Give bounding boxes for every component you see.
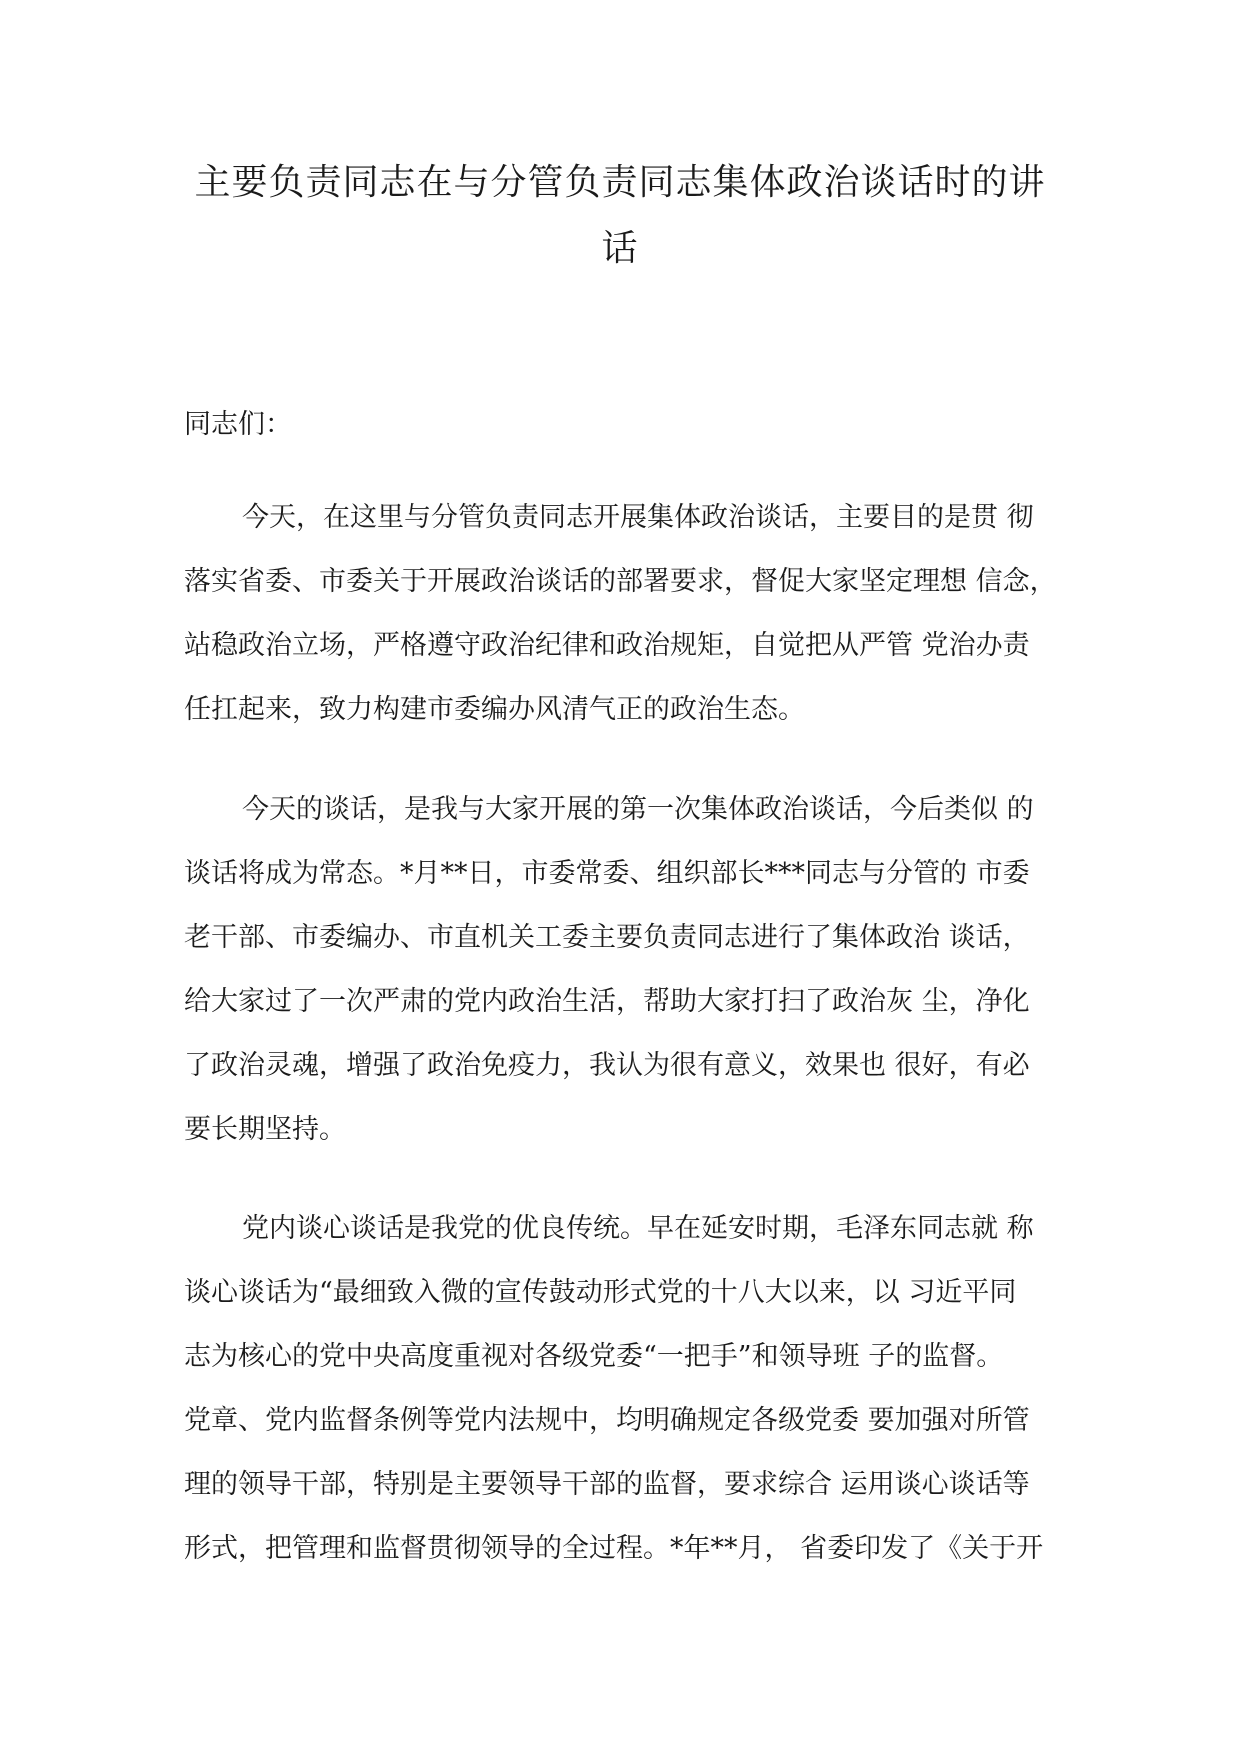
text-line: 老干部、市委编办、市直机关工委主要负责同志进行了集体政治 谈话，	[184, 922, 1030, 953]
title-line: 主要负责同志在与分管负责同志集体政治谈话时的讲	[194, 162, 1046, 203]
text-line: 了政治灵魂，增强了政治免疫力，我认为很有意义，效果也 很好，有必	[184, 1050, 1030, 1081]
text-line: 落实省委、市委关于开展政治谈话的部署要求，督促大家坚定理想 信念，	[184, 566, 1057, 597]
text-line: 要长期坚持。	[184, 1114, 346, 1145]
salutation: 同志们：	[184, 409, 292, 440]
text-line: 形式，把管理和监督贯彻领导的全过程。*年**月， 省委印发了《关于开	[184, 1533, 1044, 1564]
text-line: 谈心谈话为“最细致入微的宣传鼓动形式党的十八大以来，以 习近平同	[184, 1277, 1017, 1308]
paragraph-1	[184, 486, 1064, 742]
text-line: 站稳政治立场，严格遵守政治纪律和政治规矩，自觉把从严管 党治办责	[184, 630, 1030, 661]
text-line: 党内谈心谈话是我党的优良传统。早在延安时期，毛泽东同志就 称	[242, 1213, 1034, 1244]
paragraph-2	[184, 778, 1064, 1162]
document-title	[150, 150, 1090, 282]
text-line: 党章、党内监督条例等党内法规中，均明确规定各级党委 要加强对所管	[184, 1405, 1030, 1436]
text-line: 理的领导干部，特别是主要领导干部的监督，要求综合 运用谈心谈话等	[184, 1469, 1030, 1500]
text-line: 志为核心的党中央高度重视对各级党委“一把手”和领导班 子的监督。	[184, 1341, 1004, 1372]
title-line: 话	[601, 228, 639, 269]
text-line: 今天的谈话，是我与大家开展的第一次集体政治谈话，今后类似 的	[242, 794, 1034, 825]
text-line: 任扛起来，致力构建市委编办风清气正的政治生态。	[184, 694, 805, 725]
text-line: 今天，在这里与分管负责同志开展集体政治谈话，主要目的是贯 彻	[242, 502, 1034, 533]
text-line: 谈话将成为常态。*月**日，市委常委、组织部长***同志与分管的 市委	[184, 858, 1030, 889]
text-line: 给大家过了一次严肃的党内政治生活，帮助大家打扫了政治灰 尘，净化	[184, 986, 1030, 1017]
paragraph-3	[184, 1197, 1064, 1581]
